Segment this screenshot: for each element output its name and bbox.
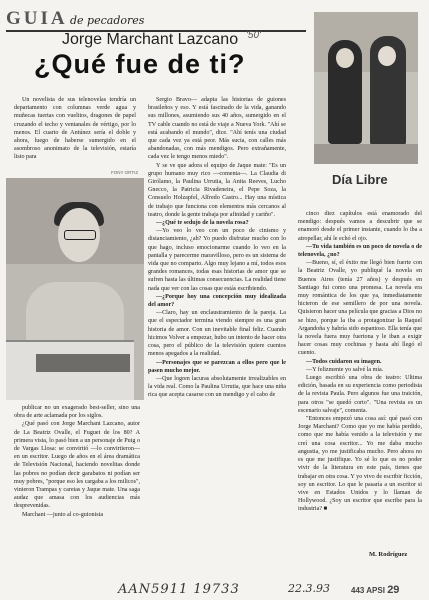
paragraph: "Entonces empezó una cosa así: qué pasó con Jorge Marchant? Como que yo me había perdido, como que me había venido a la televisión y me creí una cosa escritor... Yo me daba mucho angustia, yo me justificaba mucho. Pero ahora no es que me justifique. Yo sé lo que es no poder vivir de la literatura en este país, tienes que trabajar en otra cosa. Y yo vivo de escribir ficción, soy un escritor. Lo que le pasaría a un escritor si vive en Estados Unidos y lo llaman de Hollywood. ¿Soy un escritor que escribe para la industria? ■ [298, 416, 422, 513]
column-a-body [14, 404, 140, 519]
issue-label: 443 APSI [351, 586, 385, 595]
photo-credit: FONY ORTIZ [111, 170, 139, 175]
paragraph: —Claro, hay un enclaustramiento de la pareja. La que el espectador termina viendo siempre es una gran historia de amor. Con un inevitable final feliz. Cuando hicimos Volver a empezar, hubo un intento de hacer otra cosa, pero el público de la televisión quiere cuentos menos apegados a la realidad. [148, 310, 286, 358]
article-headline: ¿Qué fue de ti? [34, 49, 246, 79]
page-number: 29 [387, 584, 400, 596]
paragraph: —Bueno, sí, el éxito me llegó bien fuerte con la Beatriz Ovalle, yo publiqué la novela en Buenos Aires (tenía 27 años) y después en Santiago fui como una promesa. La novela era muy romántica de los que ya, inmediatamente hicieron de ese semillero de por una novela. Quisieron hacer una película que gracias a Dios no se hizo, porque la iba a protagonizar la Raquel Argandoña y habría sido espantoso. Ella tenía que la novela fuera muy fuertona y le iban a exigir hacer cosas muy cochinas y hasta ahí llegó el cuento. [298, 260, 422, 357]
paragraph: —Y felizmente yo salvé la mía. [306, 366, 384, 373]
page-footer [351, 584, 399, 596]
paragraph: ¿Qué pasó con Jorge Marchant Lazcano, autor de La Beatriz Ovalle, el Fuguet de los 80? A primera vista, lo pasó bien a un personaje de Puig o de Vargas Llosa: se convirtió —lo convirtieron— en un escritor. Luego de años en el área dramática de Televisión Nacional, haciendo novelitas donde las pobres no podían decir garabatos ni podían ser muy pobres, "porque eso les cargaba a los milicos", vinieron Trampas y caretas y Jaque mate. Una saga audaz que amasa con los audiencias más desprevenidas. [14, 421, 140, 510]
paragraph: —Yo veo lo veo con un poco de cinismo y distanciamiento, ¿ah? Yo puedo disfrutar mucho con lo que hago, incluso emocionarme cuando lo veo en la pantalla y parecerme maravilloso, pero es un sistema de vida que no comparto. Algo muy lejano a mí, todos esos grandes romances, todas esas historias de amor que se sufren hasta las últimas consecuencias. La realidad tiene nada que ver con las cosas que estás escribiendo. [148, 228, 286, 292]
photo-author-at-typewriter [6, 178, 144, 400]
archive-stamp-date: 22.3.93 [288, 582, 330, 595]
archive-stamp-numbers: AAN5911 19733 [118, 582, 240, 597]
interview-question: —Todos cuidaron su imagen. [306, 358, 382, 365]
section-label: GUIA [6, 8, 68, 29]
byline-signature: M. Rodríguez [369, 551, 408, 558]
paragraph: cinco diez capítulos está enamorado del mendigo: después vamos a descubrir que se enamoró desde el primer instante, cuando lo iba a atropellar, ahí le echó el ojo. [298, 211, 422, 242]
column-c [298, 210, 422, 514]
paragraph: —Que logren lacuras absolutamente irrealizables en la vida real. Como la Paulina Urrutia, que hace una niña rica que acepta casarse con un mendigo y el cabo de [148, 375, 286, 399]
paragraph: Sergio Bravo— adapta las historias de guiones brasileños y eso. Y está fascinado de la vida, ganando sus millones, asumiendo sus 40 años, sumergido en el TV cable cuando no está de viaje a Nueva York. "Ahí se está acabando el mundo", dice. "Ahí tenís una ciudad que cada vez ya está peor. Más sucia, con calles más abandonadas, con más mendigos. Pero extrañamente, cada vez le tengo menos miedo". [148, 97, 286, 161]
article-author: Jorge Marchant Lazcano [62, 31, 239, 48]
interview-question: —¿Qué te sedujo de la novela rosa? [156, 220, 249, 227]
paragraph: publicar no un exagerado best-seller, sino una obra de arte aclamada por los siglos. [14, 405, 140, 420]
photo-two-women [314, 12, 418, 164]
column-a-intro [14, 96, 136, 162]
section-note: de pecadores [70, 14, 145, 27]
column-b [148, 96, 286, 400]
handwritten-mark: '50' [246, 30, 261, 41]
interview-question: —¿Porque hoy una concepción muy idealizada del amor? [148, 293, 286, 309]
photo-caption-dia-libre: Día Libre [332, 172, 388, 187]
paragraph: Marchant —junto al co-guionista [22, 511, 104, 518]
paragraph: Y se ve que adora el equipo de Jaque mate: "Es un grupo humano muy rico —comenta—. La Claudia di Girólamo, la Paulina Urrutia, la Anita Reeves, Lucho Gnecco, la Patricia Rivadeneira, el Pepe Soza, la Consuelo Holzapfel, Alfredo Castro... Hay una mística de trabajo que funciona con elementos más cercanos al teatro, donde la gente trabaja por afinidad y cariño". [148, 162, 286, 218]
paragraph: Luego escribió una obra de teatro: Ultima edición, basada en su experiencia como periodista de la revista Paula. Pero algunos fue una traición, para otros "se quedó corto". "Una revista es un escenario salvaje", comenta. [298, 375, 422, 414]
paragraph: Un novelista de sus telenovelas tendría un departamento con columnas verde agua y muñecas tuertas con vuelitos, dragones de papel cruzando el techo y ventanales de vértigo, por lo menos. El cuarto de Antúnez sería el doble y ahora, luego de haberse sumergido en el asombroso anonimato de la televisión, estaría listo para [14, 97, 136, 161]
interview-question: —Tu vida también es un poco de novela o de telenovela, ¿no? [298, 243, 422, 259]
interview-question: —Personajes que se parezcan a ellos pero que le pasen mucho mejor. [148, 359, 286, 374]
